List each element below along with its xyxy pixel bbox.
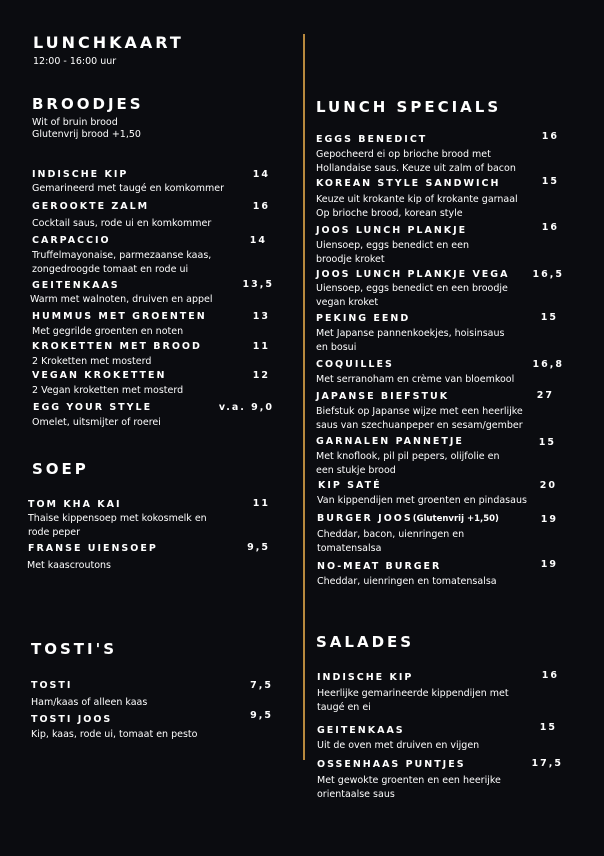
item-desc-joos-lunch-plankje-vega-line-1: Uiensoep, eggs benedict en een broodje [316,283,508,294]
item-desc-franse-uiensoep: Met kaascroutons [27,560,111,571]
item-name-kroketten-met-brood: KROKETTEN MET BROOD [32,341,202,352]
item-desc-indische-kip: Gemarineerd met taugé en komkommer [32,183,224,194]
item-price-tosti: 7,5 [250,680,273,691]
section-title-soep: SOEP [32,460,89,478]
item-desc-tosti: Ham/kaas of alleen kaas [31,697,148,708]
item-desc-tom-kha-kai-line-1: Thaise kippensoep met kokosmelk en [28,513,207,524]
item-price-salade-geitenkaas: 15 [539,722,557,733]
item-name-burger-joos-suffix: (Glutenvrij +1,50) [412,514,499,524]
item-name-japanse-biefstuk: JAPANSE BIEFSTUK [316,391,450,402]
item-name-garnalen-pannetje: GARNALEN PANNETJE [316,436,464,447]
item-desc-ossenhaas-puntjes-line-1: Met gewokte groenten en een heerijke [317,775,501,786]
item-desc-geitenkaas: Warm met walnoten, druiven en appel [30,294,213,305]
item-desc-kip-sate: Van kippendijen met groenten en pindasaus [317,495,527,506]
item-name-egg-your-style: EGG YOUR STYLE [33,402,153,413]
item-price-franse-uiensoep: 9,5 [247,542,270,553]
section-title-tostis: TOSTI'S [31,640,117,658]
item-desc-coquilles: Met serranoham en crème van bloemkool [316,374,515,385]
item-desc-eggs-benedict-line-1: Gepocheerd ei op brioche brood met [316,149,491,160]
item-price-tosti-joos: 9,5 [250,710,273,721]
section-title-salades: SALADES [316,633,415,651]
item-desc-joos-lunch-plankje-line-1: Uiensoep, eggs benedict en een [316,240,469,251]
item-desc-japanse-biefstuk-line-1: Biefstuk op Japanse wijze met een heerlijke [316,406,523,417]
item-desc-kroketten-met-brood: 2 Kroketten met mosterd [32,356,152,367]
item-name-no-meat-burger: NO-MEAT BURGER [317,561,442,572]
item-price-hummus-met-groenten: 13 [252,311,270,322]
item-name-salade-geitenkaas: GEITENKAAS [317,725,405,736]
item-price-egg-your-style: v.a. 9,0 [218,402,274,413]
item-price-no-meat-burger: 19 [540,559,558,570]
item-desc-eggs-benedict-line-2: Hollandaise saus. Keuze uit zalm of bacon [316,163,516,174]
item-desc-no-meat-burger: Cheddar, uienringen en tomatensalsa [317,576,497,587]
item-price-peking-eend: 15 [540,312,558,323]
item-price-ossenhaas-puntjes: 17,5 [531,758,563,769]
item-name-ossenhaas-puntjes: OSSENHAAS PUNTJES [317,759,466,770]
item-desc-burger-joos-line-2: tomatensalsa [317,543,382,554]
item-price-gerookte-zalm: 16 [252,201,270,212]
item-price-coquilles: 16,8 [532,359,564,370]
item-name-carpaccio: CARPACCIO [32,235,111,246]
item-price-kip-sate: 20 [539,480,557,491]
item-price-carpaccio: 14 [249,235,267,246]
item-name-tosti-joos: TOSTI JOOS [31,714,113,725]
item-price-geitenkaas: 13,5 [242,279,274,290]
menu-title: LUNCHKAART [33,33,184,52]
item-desc-burger-joos-line-1: Cheddar, bacon, uienringen en [317,529,465,540]
item-desc-korean-style-sandwich-line-1: Keuze uit krokante kip of krokante garnaal [316,194,518,205]
item-desc-carpaccio-line-1: Truffelmayonaise, parmezaanse kaas, [32,250,212,261]
item-price-joos-lunch-plankje-vega: 16,5 [532,269,564,280]
item-desc-vegan-kroketten: 2 Vegan kroketten met mosterd [32,385,184,396]
item-name-joos-lunch-plankje: JOOS LUNCH PLANKJE [316,225,468,236]
item-name-vegan-kroketten: VEGAN KROKETTEN [32,370,167,381]
item-price-vegan-kroketten: 12 [252,370,270,381]
broodjes-note-bread: Wit of bruin brood [32,117,118,128]
item-name-salade-indische-kip: INDISCHE KIP [317,672,414,683]
item-desc-joos-lunch-plankje-line-2: broodje kroket [316,254,385,265]
item-name-gerookte-zalm: GEROOKTE ZALM [32,201,150,212]
item-name-korean-style-sandwich: KOREAN STYLE SANDWICH [316,178,501,189]
item-price-japanse-biefstuk: 27 [536,390,554,401]
item-desc-tom-kha-kai-line-2: rode peper [28,527,81,538]
item-name-hummus-met-groenten: HUMMUS MET GROENTEN [32,311,207,322]
item-desc-japanse-biefstuk-line-2: saus van szechuanpeper en sesam/gember [316,420,523,431]
item-desc-peking-eend-line-2: en bosui [316,342,357,353]
item-name-tosti: TOSTI [31,680,73,691]
item-price-burger-joos: 19 [540,514,558,525]
item-name-peking-eend: PEKING EEND [316,313,411,324]
item-name-indische-kip: INDISCHE KIP [32,169,129,180]
section-title-lunch-specials: LUNCH SPECIALS [316,98,502,116]
item-desc-ossenhaas-puntjes-line-2: orientaalse saus [317,789,395,800]
broodjes-note-glutenfree: Glutenvrij brood +1,50 [32,129,141,140]
item-desc-salade-geitenkaas: Uit de oven met druiven en vijgen [317,740,480,751]
item-name-tom-kha-kai: TOM KHA KAI [28,499,122,510]
item-desc-gerookte-zalm: Cocktail saus, rode ui en komkommer [32,218,212,229]
item-price-tom-kha-kai: 11 [252,498,270,509]
item-desc-salade-indische-kip-line-1: Heerlijke gemarineerde kippendijen met [317,688,509,699]
column-divider [303,34,305,760]
opening-hours: 12:00 - 16:00 uur [33,56,117,67]
item-price-joos-lunch-plankje: 16 [541,222,559,233]
item-desc-tosti-joos: Kip, kaas, rode ui, tomaat en pesto [31,729,198,740]
item-price-indische-kip: 14 [252,169,270,180]
item-name-eggs-benedict: EGGS BENEDICT [316,134,428,145]
item-desc-garnalen-pannetje-line-1: Met knoflook, pil pil pepers, olijfolie en [316,451,500,462]
item-desc-carpaccio-line-2: zongedroogde tomaat en rode ui [32,264,189,275]
item-price-kroketten-met-brood: 11 [252,341,270,352]
item-name-joos-lunch-plankje-vega: JOOS LUNCH PLANKJE VEGA [316,269,510,280]
item-desc-egg-your-style: Omelet, uitsmijter of roerei [32,417,161,428]
item-name-franse-uiensoep: FRANSE UIENSOEP [28,543,158,554]
item-desc-peking-eend-line-1: Met Japanse pannenkoekjes, hoisinsaus [316,328,505,339]
item-price-korean-style-sandwich: 15 [541,176,559,187]
item-desc-salade-indische-kip-line-2: taugé en ei [317,702,371,713]
item-name-kip-sate: KIP SATÉ [318,480,382,491]
item-name-burger-joos [317,513,499,524]
item-name-geitenkaas: GEITENKAAS [32,280,120,291]
item-price-garnalen-pannetje: 15 [538,437,556,448]
item-desc-garnalen-pannetje-line-2: een stukje brood [316,465,396,476]
item-price-eggs-benedict: 16 [541,131,559,142]
item-price-salade-indische-kip: 16 [541,670,559,681]
section-title-broodjes: BROODJES [32,95,144,113]
item-name-coquilles: COQUILLES [316,359,394,370]
item-desc-hummus-met-groenten: Met gegrilde groenten en noten [32,326,184,337]
item-name-burger-joos-text: BURGER JOOS [317,513,413,524]
item-desc-korean-style-sandwich-line-2: Op brioche brood, korean style [316,208,463,219]
item-desc-joos-lunch-plankje-vega-line-2: vegan kroket [316,297,379,308]
